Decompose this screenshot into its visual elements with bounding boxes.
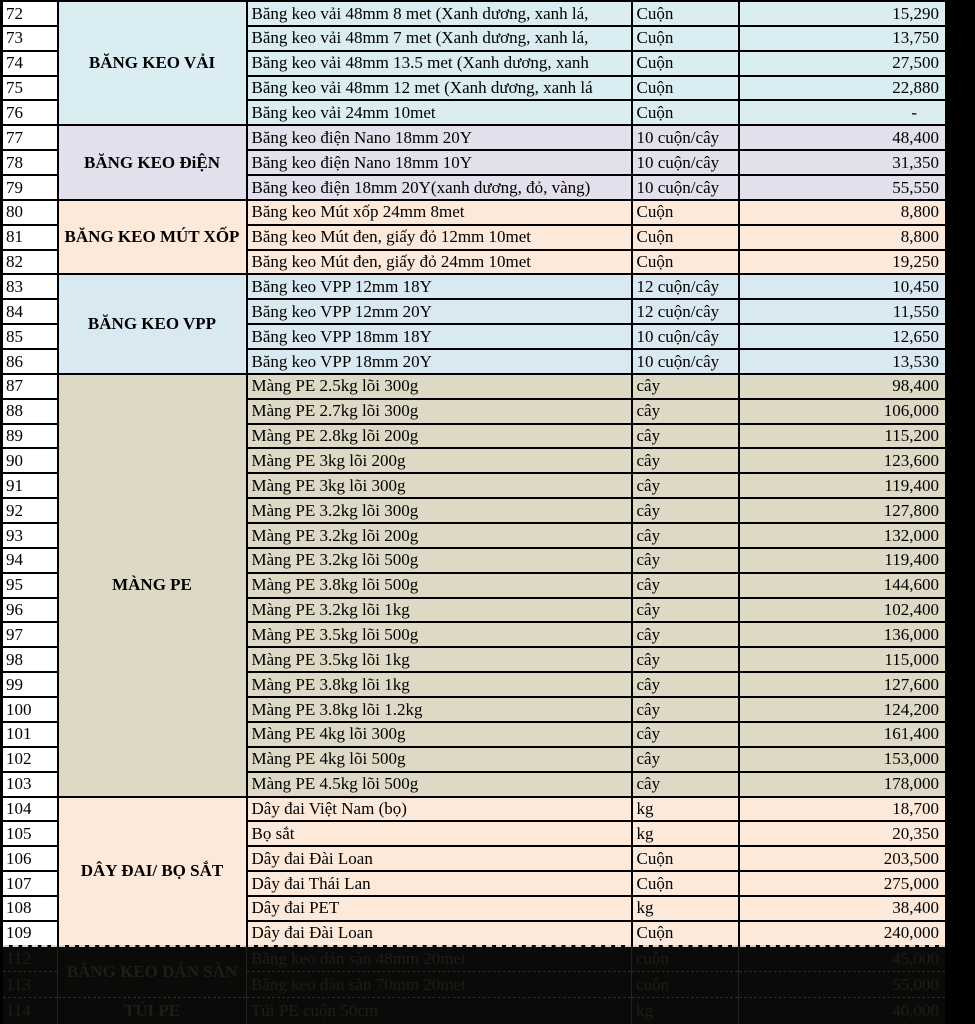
price-cell: 45,000 <box>739 946 947 972</box>
row-number-cell: 90 <box>2 448 58 473</box>
price-cell: 18,700 <box>739 797 947 822</box>
product-cell: Băng keo điện 18mm 20Y(xanh dương, đỏ, vàng) <box>247 175 632 200</box>
row-number-cell: 109 <box>2 921 58 946</box>
price-cell: 19,250 <box>739 250 947 275</box>
price-cell: 55,550 <box>739 175 947 200</box>
price-cell: 136,000 <box>739 622 947 647</box>
row-number-cell: 95 <box>2 573 58 598</box>
product-cell: Dây đai Đài Loan <box>247 846 632 871</box>
price-cell: 153,000 <box>739 747 947 772</box>
price-cell: 119,400 <box>739 473 947 498</box>
unit-cell: cây <box>632 424 739 449</box>
price-cell: 144,600 <box>739 573 947 598</box>
row-number-cell: 106 <box>2 846 58 871</box>
row-number-cell: 105 <box>2 821 58 846</box>
product-cell: Băng keo Mút đen, giấy đỏ 12mm 10met <box>247 225 632 250</box>
unit-cell: Cuộn <box>632 100 739 125</box>
price-cell: 102,400 <box>739 598 947 623</box>
row-number-cell: 89 <box>2 424 58 449</box>
row-number-cell: 79 <box>2 175 58 200</box>
category-cell: BĂNG KEO MÚT XỐP <box>58 200 247 275</box>
product-cell: Màng PE 3.2kg lõi 500g <box>247 548 632 573</box>
row-number-cell: 112 <box>2 946 58 972</box>
price-cell: 13,750 <box>739 26 947 51</box>
unit-cell: 10 cuộn/cây <box>632 324 739 349</box>
unit-cell: cây <box>632 374 739 399</box>
product-cell: Dây đai Việt Nam (bọ) <box>247 797 632 822</box>
product-cell: Màng PE 3.2kg lõi 300g <box>247 498 632 523</box>
price-cell: 55,000 <box>739 972 947 998</box>
product-cell: Băng keo VPP 12mm 20Y <box>247 299 632 324</box>
product-cell: Màng PE 3.8kg lõi 1kg <box>247 672 632 697</box>
row-number-cell: 97 <box>2 622 58 647</box>
unit-cell: Cuộn <box>632 846 739 871</box>
product-cell: Băng keo điện Nano 18mm 20Y <box>247 125 632 150</box>
row-number-cell: 77 <box>2 125 58 150</box>
product-cell: Màng PE 2.5kg lõi 300g <box>247 374 632 399</box>
product-cell: Băng keo vải 48mm 12 met (Xanh dương, xanh lá <box>247 76 632 101</box>
product-cell: Màng PE 3kg lõi 300g <box>247 473 632 498</box>
unit-cell: 10 cuộn/cây <box>632 175 739 200</box>
price-cell: 31,350 <box>739 150 947 175</box>
product-cell: Băng keo dán sàn 48mm 20met <box>247 946 632 972</box>
product-cell: Túi PE cuộn 50cm <box>247 998 632 1024</box>
row-number-cell: 78 <box>2 150 58 175</box>
price-cell: 22,880 <box>739 76 947 101</box>
product-cell: Dây đai Đài Loan <box>247 921 632 946</box>
unit-cell: Cuộn <box>632 871 739 896</box>
product-cell: Màng PE 3.5kg lõi 500g <box>247 622 632 647</box>
product-cell: Băng keo vải 48mm 8 met (Xanh dương, xanh lá, <box>247 1 632 26</box>
unit-cell: cây <box>632 697 739 722</box>
unit-cell: kg <box>632 821 739 846</box>
product-cell: Màng PE 2.8kg lõi 200g <box>247 424 632 449</box>
product-cell: Màng PE 4kg lõi 500g <box>247 747 632 772</box>
row-number-cell: 100 <box>2 697 58 722</box>
product-cell: Băng keo VPP 18mm 20Y <box>247 349 632 374</box>
unit-cell: cây <box>632 573 739 598</box>
product-cell: Màng PE 3kg lõi 200g <box>247 448 632 473</box>
unit-cell: cây <box>632 672 739 697</box>
row-number-cell: 102 <box>2 747 58 772</box>
price-cell: 132,000 <box>739 523 947 548</box>
category-cell: BĂNG KEO ĐiỆN <box>58 125 247 200</box>
unit-cell: kg <box>632 998 739 1024</box>
product-cell: Băng keo dán sàn 70mm 20met <box>247 972 632 998</box>
category-cell: BĂNG KEO VẢI <box>58 1 247 125</box>
product-cell: Băng keo vải 24mm 10met <box>247 100 632 125</box>
price-cell: - <box>739 100 947 125</box>
unit-cell: kg <box>632 797 739 822</box>
product-cell: Màng PE 3.8kg lõi 500g <box>247 573 632 598</box>
category-cell: DÂY ĐAI/ BỌ SẮT <box>58 797 247 946</box>
unit-cell: Cuộn <box>632 51 739 76</box>
table-row <box>2 797 947 822</box>
price-cell: 8,800 <box>739 225 947 250</box>
unit-cell: Cuộn <box>632 1 739 26</box>
table-row <box>2 946 947 972</box>
unit-cell: cây <box>632 473 739 498</box>
price-cell: 15,290 <box>739 1 947 26</box>
row-number-cell: 81 <box>2 225 58 250</box>
row-number-cell: 85 <box>2 324 58 349</box>
price-cell: 106,000 <box>739 399 947 424</box>
row-number-cell: 76 <box>2 100 58 125</box>
row-number-cell: 91 <box>2 473 58 498</box>
row-number-cell: 99 <box>2 672 58 697</box>
row-number-cell: 86 <box>2 349 58 374</box>
price-cell: 124,200 <box>739 697 947 722</box>
unit-cell: cây <box>632 772 739 797</box>
price-cell: 12,650 <box>739 324 947 349</box>
unit-cell: cây <box>632 548 739 573</box>
table-row <box>2 200 947 225</box>
unit-cell: cây <box>632 399 739 424</box>
price-cell: 13,530 <box>739 349 947 374</box>
unit-cell: Cuộn <box>632 26 739 51</box>
price-cell: 119,400 <box>739 548 947 573</box>
row-number-cell: 104 <box>2 797 58 822</box>
unit-cell: Cuộn <box>632 225 739 250</box>
product-cell: Băng keo vải 48mm 7 met (Xanh dương, xanh lá, <box>247 26 632 51</box>
table-row <box>2 998 947 1024</box>
product-cell: Băng keo vải 48mm 13.5 met (Xanh dương, xanh <box>247 51 632 76</box>
price-cell: 115,200 <box>739 424 947 449</box>
product-cell: Băng keo điện Nano 18mm 10Y <box>247 150 632 175</box>
unit-cell: cây <box>632 448 739 473</box>
unit-cell: 12 cuộn/cây <box>632 299 739 324</box>
unit-cell: Cuộn <box>632 76 739 101</box>
unit-cell: kg <box>632 896 739 921</box>
unit-cell: Cuộn <box>632 921 739 946</box>
category-cell: BĂNG KEO VPP <box>58 274 247 373</box>
unit-cell: 10 cuộn/cây <box>632 349 739 374</box>
row-number-cell: 72 <box>2 1 58 26</box>
row-number-cell: 114 <box>2 998 58 1024</box>
category-cell: TÚI PE <box>58 998 247 1024</box>
row-number-cell: 87 <box>2 374 58 399</box>
row-number-cell: 108 <box>2 896 58 921</box>
price-cell: 127,600 <box>739 672 947 697</box>
product-cell: Băng keo Mút xốp 24mm 8met <box>247 200 632 225</box>
price-cell: 27,500 <box>739 51 947 76</box>
product-cell: Băng keo Mút đen, giấy đỏ 24mm 10met <box>247 250 632 275</box>
price-cell: 11,550 <box>739 299 947 324</box>
unit-cell: cây <box>632 498 739 523</box>
price-cell: 203,500 <box>739 846 947 871</box>
row-number-cell: 113 <box>2 972 58 998</box>
row-number-cell: 82 <box>2 250 58 275</box>
price-cell: 178,000 <box>739 772 947 797</box>
product-cell: Màng PE 2.7kg lõi 300g <box>247 399 632 424</box>
row-number-cell: 74 <box>2 51 58 76</box>
row-number-cell: 73 <box>2 26 58 51</box>
price-table-body <box>2 1 947 1024</box>
unit-cell: cây <box>632 598 739 623</box>
price-cell: 10,450 <box>739 274 947 299</box>
unit-cell: cây <box>632 647 739 672</box>
row-number-cell: 88 <box>2 399 58 424</box>
product-cell: Băng keo VPP 12mm 18Y <box>247 274 632 299</box>
price-cell: 115,000 <box>739 647 947 672</box>
row-number-cell: 84 <box>2 299 58 324</box>
price-cell: 48,400 <box>739 125 947 150</box>
table-row <box>2 1 947 26</box>
unit-cell: 12 cuộn/cây <box>632 274 739 299</box>
row-number-cell: 101 <box>2 722 58 747</box>
product-cell: Bọ sắt <box>247 821 632 846</box>
unit-cell: cuộn <box>632 946 739 972</box>
price-cell: 275,000 <box>739 871 947 896</box>
product-cell: Màng PE 4kg lõi 300g <box>247 722 632 747</box>
row-number-cell: 83 <box>2 274 58 299</box>
row-number-cell: 93 <box>2 523 58 548</box>
price-cell: 240,000 <box>739 921 947 946</box>
product-cell: Màng PE 3.5kg lõi 1kg <box>247 647 632 672</box>
product-cell: Dây đai Thái Lan <box>247 871 632 896</box>
unit-cell: cây <box>632 747 739 772</box>
price-cell: 127,800 <box>739 498 947 523</box>
table-row <box>2 125 947 150</box>
row-number-cell: 92 <box>2 498 58 523</box>
product-cell: Màng PE 4.5kg lõi 500g <box>247 772 632 797</box>
row-number-cell: 98 <box>2 647 58 672</box>
product-cell: Băng keo VPP 18mm 18Y <box>247 324 632 349</box>
row-number-cell: 94 <box>2 548 58 573</box>
price-cell: 20,350 <box>739 821 947 846</box>
price-cell: 8,800 <box>739 200 947 225</box>
unit-cell: Cuộn <box>632 200 739 225</box>
price-cell: 38,400 <box>739 896 947 921</box>
row-number-cell: 75 <box>2 76 58 101</box>
category-cell: MÀNG PE <box>58 374 247 797</box>
product-cell: Màng PE 3.2kg lõi 200g <box>247 523 632 548</box>
unit-cell: Cuộn <box>632 250 739 275</box>
table-row <box>2 374 947 399</box>
unit-cell: cuộn <box>632 972 739 998</box>
price-cell: 98,400 <box>739 374 947 399</box>
product-cell: Màng PE 3.2kg lõi 1kg <box>247 598 632 623</box>
product-cell: Màng PE 3.8kg lõi 1.2kg <box>247 697 632 722</box>
row-number-cell: 80 <box>2 200 58 225</box>
category-cell: BĂNG KEO DÁN SÀN <box>58 946 247 998</box>
product-cell: Dây đai PET <box>247 896 632 921</box>
row-number-cell: 96 <box>2 598 58 623</box>
price-cell: 123,600 <box>739 448 947 473</box>
unit-cell: cây <box>632 523 739 548</box>
row-number-cell: 103 <box>2 772 58 797</box>
unit-cell: 10 cuộn/cây <box>632 150 739 175</box>
table-row <box>2 274 947 299</box>
row-number-cell: 107 <box>2 871 58 896</box>
unit-cell: 10 cuộn/cây <box>632 125 739 150</box>
price-cell: 40,000 <box>739 998 947 1024</box>
price-cell: 161,400 <box>739 722 947 747</box>
unit-cell: cây <box>632 722 739 747</box>
unit-cell: cây <box>632 622 739 647</box>
